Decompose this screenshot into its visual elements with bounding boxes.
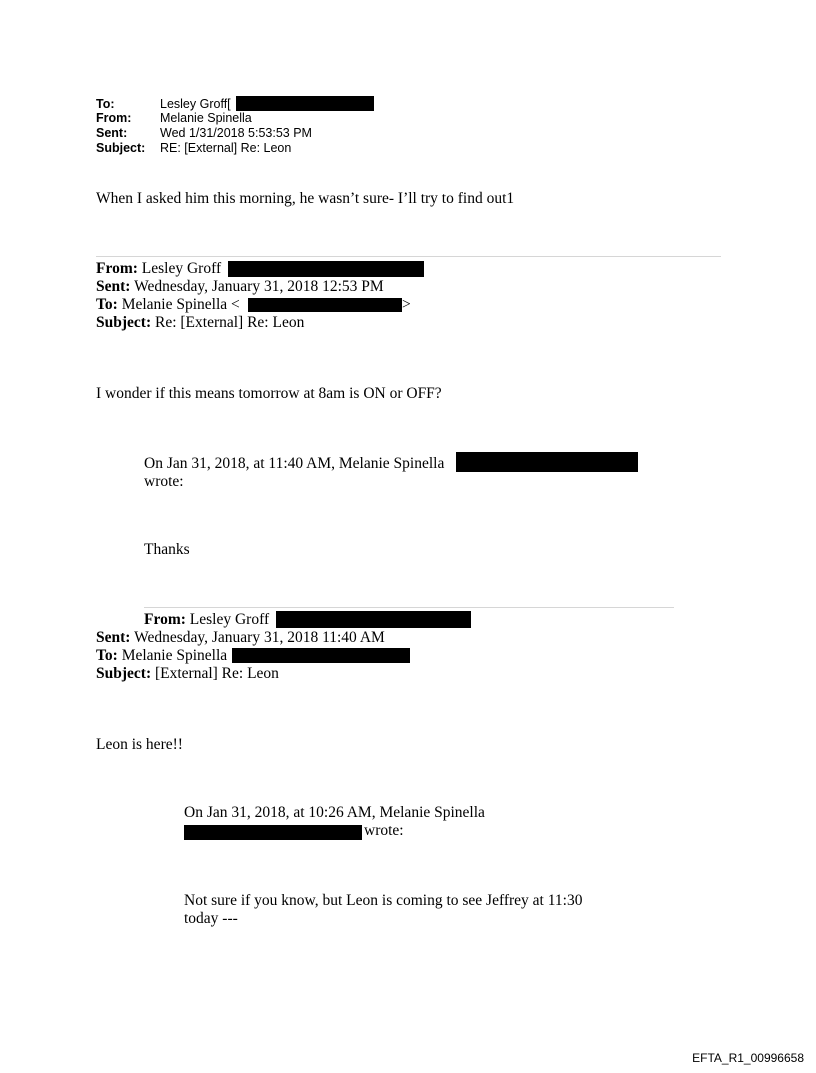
quote1-line1: On Jan 31, 2018, at 11:40 AM, Melanie Spinella	[144, 455, 445, 472]
quote2-line1: On Jan 31, 2018, at 10:26 AM, Melanie Spinella	[184, 804, 485, 821]
message-divider	[96, 256, 721, 257]
redaction-bar	[276, 611, 471, 628]
msg2-to-row	[96, 296, 240, 314]
header-sent-value: Wed 1/31/2018 5:53:53 PM	[160, 126, 312, 140]
quote2-body-line2: today ---	[184, 910, 238, 927]
header-from-value: Melanie Spinella	[160, 111, 252, 125]
quote1-body: Thanks	[144, 541, 190, 558]
msg3-sent-label: Sent:	[96, 629, 131, 646]
msg3-to-row	[96, 647, 227, 665]
msg3-sent-row	[96, 629, 385, 647]
quote2-body-line1: Not sure if you know, but Leon is coming to see Jeffrey at 11:30	[184, 892, 583, 909]
header-sent-row	[96, 126, 312, 140]
msg2-subject-row	[96, 314, 304, 332]
reply-body: When I asked him this morning, he wasn’t sure- I’ll try to find out1	[96, 190, 515, 207]
document-id: EFTA_R1_00996658	[692, 1051, 804, 1065]
msg3-from-row	[144, 611, 269, 629]
msg2-from-label: From:	[96, 260, 138, 277]
msg3-from-label: From:	[144, 611, 186, 628]
redaction-bar	[236, 96, 374, 111]
quote2-line2: wrote:	[364, 822, 404, 839]
msg3-subject-row	[96, 665, 279, 683]
msg3-body: Leon is here!!	[96, 736, 183, 753]
header-to-label: To:	[96, 97, 115, 111]
msg3-sent-value: Wednesday, January 31, 2018 11:40 AM	[134, 629, 385, 646]
msg2-from-row	[96, 260, 221, 278]
header-subject-value: RE: [External] Re: Leon	[160, 141, 292, 155]
redaction-bar	[248, 298, 402, 312]
msg2-subject-label: Subject:	[96, 314, 152, 331]
message-divider	[144, 607, 674, 608]
msg2-sent-label: Sent:	[96, 278, 131, 295]
msg3-to-value: Melanie Spinella	[121, 647, 228, 664]
header-subject-label: Subject:	[96, 141, 146, 155]
header-from-row	[96, 111, 252, 125]
msg2-sent-value: Wednesday, January 31, 2018 12:53 PM	[134, 278, 384, 295]
header-to-row	[96, 97, 231, 111]
msg2-to-value: Melanie Spinella <	[121, 296, 240, 313]
msg2-to-label: To:	[96, 296, 118, 313]
header-from-label: From:	[96, 111, 132, 125]
msg3-from-value: Lesley Groff	[189, 611, 270, 628]
msg3-subject-label: Subject:	[96, 665, 152, 682]
msg2-body: I wonder if this means tomorrow at 8am is ON or OFF?	[96, 385, 442, 402]
msg2-subject-value: Re: [External] Re: Leon	[154, 314, 305, 331]
header-sent-label: Sent:	[96, 126, 128, 140]
quote1-line2: wrote:	[144, 473, 184, 490]
redaction-bar	[456, 452, 638, 472]
msg2-to-close: >	[402, 296, 411, 313]
redaction-bar	[232, 648, 410, 663]
msg2-sent-row	[96, 278, 384, 296]
redaction-bar	[184, 825, 362, 840]
msg3-subject-value: [External] Re: Leon	[154, 665, 279, 682]
redaction-bar	[228, 261, 424, 277]
header-to-value: Lesley Groff[	[160, 97, 231, 111]
msg3-to-label: To:	[96, 647, 118, 664]
header-subject-row	[96, 141, 291, 155]
msg2-from-value: Lesley Groff	[141, 260, 222, 277]
